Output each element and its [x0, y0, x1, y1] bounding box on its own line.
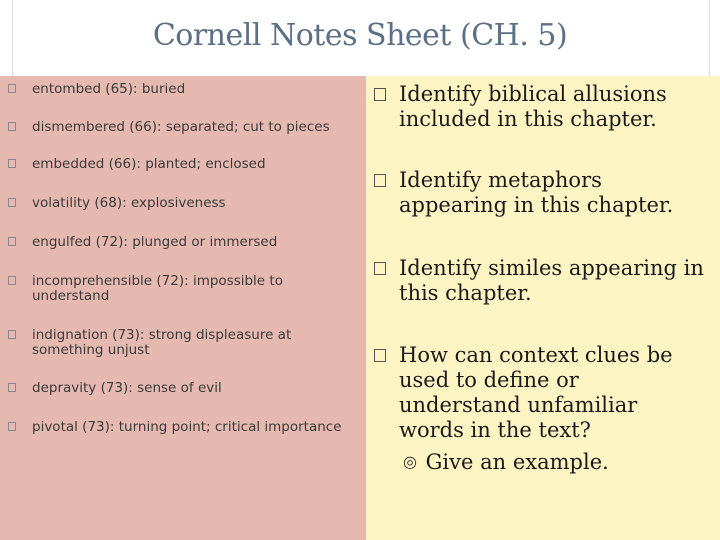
- vocab-text: embedded (66): planted; enclosed: [32, 156, 266, 172]
- checkbox-bullet-icon: [8, 330, 16, 339]
- vocab-text: entombed (65): buried: [32, 81, 186, 97]
- checkbox-bullet-icon: [374, 349, 386, 362]
- question-text: Identify metaphors appearing in this chapter.: [399, 168, 674, 217]
- question-item: [374, 82, 714, 132]
- checkbox-bullet-icon: [8, 122, 16, 131]
- vocab-item: [8, 120, 360, 135]
- vocab-text: indignation (73): strong displeasure at something unjust: [32, 327, 292, 358]
- checkbox-bullet-icon: [374, 88, 386, 101]
- vocab-item: [8, 82, 360, 97]
- vocab-text: dismembered (66): separated; cut to pieces: [32, 119, 330, 135]
- page-title: Cornell Notes Sheet (CH. 5): [152, 18, 568, 53]
- checkbox-bullet-icon: [8, 159, 16, 168]
- target-bullet-icon: ◎: [403, 452, 417, 471]
- checkbox-bullet-icon: [8, 422, 16, 431]
- sub-point: [403, 449, 609, 475]
- question-text: Identify biblical allusions included in this chapter.: [399, 82, 667, 131]
- checkbox-bullet-icon: [374, 174, 386, 187]
- vocabulary-panel: [0, 76, 366, 540]
- vocab-text: depravity (73): sense of evil: [32, 380, 222, 396]
- vocab-item: [8, 420, 368, 435]
- vocab-item: [8, 328, 308, 358]
- vocab-item: [8, 196, 360, 211]
- checkbox-bullet-icon: [8, 237, 16, 246]
- checkbox-bullet-icon: [8, 276, 16, 285]
- question-item: [374, 256, 714, 306]
- checkbox-bullet-icon: [8, 84, 16, 93]
- vocab-item: [8, 235, 360, 250]
- question-text: How can context clues be used to define or understand unfamiliar words in the text?: [399, 343, 673, 442]
- checkbox-bullet-icon: [374, 262, 386, 275]
- vocab-item: [8, 157, 360, 172]
- vocab-text: incomprehensible (72): impossible to understand: [32, 273, 283, 304]
- checkbox-bullet-icon: [8, 383, 16, 392]
- question-text: Identify similes appearing in this chapter.: [399, 256, 704, 305]
- question-item: [374, 168, 714, 218]
- question-item: [374, 343, 696, 443]
- vocab-text: pivotal (73): turning point; critical importance: [32, 419, 342, 435]
- vocab-item: [8, 381, 360, 396]
- checkbox-bullet-icon: [8, 198, 16, 207]
- vocab-text: volatility (68): explosiveness: [32, 195, 226, 211]
- vocab-item: [8, 274, 308, 304]
- sub-point-text: Give an example.: [425, 450, 609, 474]
- vocab-text: engulfed (72): plunged or immersed: [32, 234, 278, 250]
